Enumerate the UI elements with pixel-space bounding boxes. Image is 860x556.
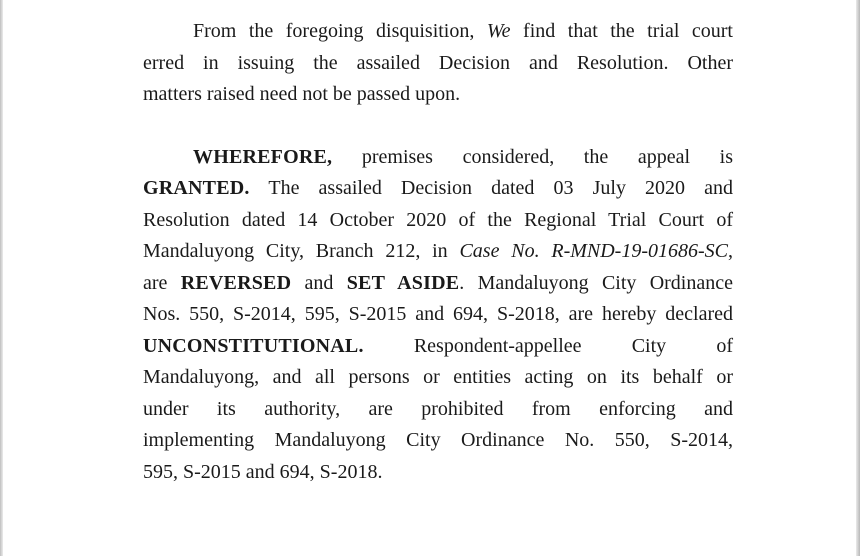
bold-text: SET ASIDE — [346, 271, 460, 294]
text-line — [143, 331, 733, 363]
bold-text: UNCONSTITUTIONAL. — [143, 334, 364, 357]
text-run: Mandaluyong City, Branch 212, in — [143, 240, 460, 262]
text-line: matters raised need not be passed upon. — [143, 83, 461, 105]
text-run: premises considered, the appeal is — [332, 145, 733, 168]
text-run: From the foregoing disquisition, — [193, 20, 487, 42]
text-line: under its authority, are prohibited from enforcing and — [143, 397, 733, 420]
bold-text: REVERSED — [180, 271, 292, 294]
paragraph-conclusion — [143, 16, 733, 111]
text-line — [143, 236, 733, 268]
text-run: and — [291, 271, 347, 294]
text-run: The assailed Decision dated 03 July 2020 and — [249, 177, 733, 199]
text-line: erred in issuing the assailed Decision and Resolution. Other — [143, 51, 733, 74]
case-number: Case No. R-MND-19-01686-SC — [459, 240, 729, 262]
text-line — [143, 142, 733, 174]
text-run: , — [728, 240, 734, 262]
text-run: find that the trial court — [510, 20, 733, 42]
text-line — [143, 16, 733, 48]
text-line: 595, S-2015 and 694, S-2018. — [143, 460, 383, 483]
text-line: Mandaluyong, and all persons or entities acting on its behalf or — [143, 366, 733, 388]
text-line: Nos. 550, S-2014, 595, S-2015 and 694, S-2018, are hereby declared — [143, 303, 733, 325]
text-line: implementing Mandaluyong City Ordinance No. 550, S-2014, — [143, 429, 733, 451]
document-body — [143, 16, 733, 488]
text-run: . Mandaluyong City Ordinance — [459, 271, 733, 294]
bold-text: GRANTED. — [143, 177, 250, 199]
paragraph-dispositive — [143, 142, 733, 489]
text-line — [143, 173, 733, 205]
text-run: Respondent-appellee City of — [363, 334, 733, 357]
bold-text: WHEREFORE, — [193, 145, 333, 168]
italic-text: We — [486, 20, 511, 42]
page-edge-right — [856, 0, 860, 556]
text-line: Resolution dated 14 October 2020 of the Regional Trial Court of — [143, 208, 733, 231]
text-line — [143, 268, 733, 300]
paragraph-gap — [143, 111, 733, 142]
text-run: are — [143, 271, 181, 294]
page-edge-left — [0, 0, 3, 556]
